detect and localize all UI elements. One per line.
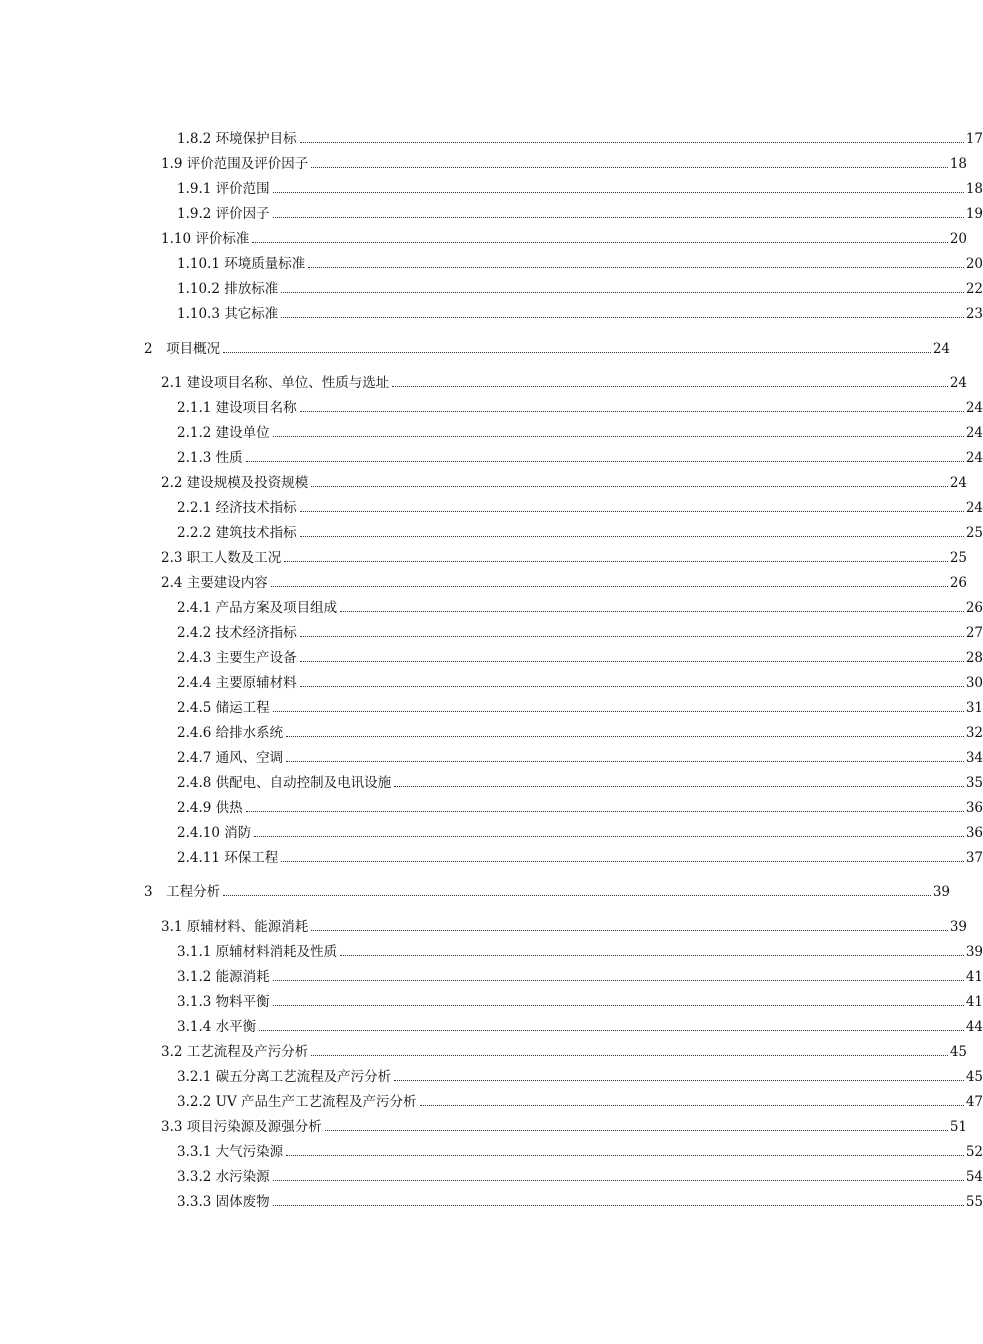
toc-page-number: 31 [965, 700, 983, 716]
dot-leader [311, 1055, 948, 1056]
dot-leader [273, 1005, 964, 1006]
toc-page-number: 27 [965, 625, 983, 641]
toc-entry-label: 2.1.1 建设项目名称 [177, 400, 297, 416]
toc-entry-label: 1.10.3 其它标准 [177, 306, 279, 322]
toc-entry[interactable] [0, 252, 983, 272]
toc-entry-label: 2.4.7 通风、空调 [177, 750, 284, 766]
toc-entry-label: 1.8.2 环境保护目标 [177, 131, 297, 147]
dot-leader [340, 955, 964, 956]
dot-leader [273, 436, 964, 437]
dot-leader [273, 192, 964, 193]
toc-entry-label: 1.9.1 评价范围 [177, 181, 270, 197]
dot-leader [392, 386, 948, 387]
toc-entry[interactable] [0, 621, 983, 641]
toc-entry[interactable] [0, 302, 983, 322]
toc-chapter-entry[interactable] [0, 337, 950, 357]
toc-entry[interactable] [0, 721, 983, 741]
toc-page-number: 44 [965, 1019, 983, 1035]
dot-leader [420, 1105, 964, 1106]
toc-entry-label: 3.2 工艺流程及产污分析 [161, 1044, 309, 1060]
toc-page-number: 24 [932, 341, 950, 357]
toc-entry-label: 1.9.2 评价因子 [177, 206, 270, 222]
toc-page-number: 45 [965, 1069, 983, 1085]
toc-entry-label: 3.1.1 原辅材料消耗及性质 [177, 944, 338, 960]
toc-entry[interactable] [0, 546, 967, 566]
dot-leader [223, 895, 931, 896]
toc-page-number: 19 [965, 206, 983, 222]
toc-entry[interactable] [0, 127, 983, 147]
toc-page-number: 51 [949, 1119, 967, 1135]
toc-entry[interactable] [0, 1140, 983, 1160]
dot-leader [300, 536, 964, 537]
dot-leader [325, 1130, 948, 1131]
toc-entry-label: 2.4 主要建设内容 [161, 575, 268, 591]
toc-page-number: 24 [965, 400, 983, 416]
toc-entry-label: 3.3 项目污染源及源强分析 [161, 1119, 322, 1135]
toc-entry-label: 2.4.5 储运工程 [177, 700, 270, 716]
toc-entry[interactable] [0, 596, 983, 616]
dot-leader [259, 1030, 964, 1031]
toc-entry-label: 3.1.2 能源消耗 [177, 969, 270, 985]
toc-entry[interactable] [0, 746, 983, 766]
toc-page-number: 41 [965, 994, 983, 1010]
toc-entry-label: 3.1 原辅材料、能源消耗 [161, 919, 309, 935]
toc-entry[interactable] [0, 846, 983, 866]
toc-entry[interactable] [0, 152, 967, 172]
toc-page-number: 18 [949, 156, 967, 172]
toc-entry-label: 3.3.3 固体废物 [177, 1194, 270, 1210]
toc-entry-label: 2.2.1 经济技术指标 [177, 500, 297, 516]
toc-entry-label: 2.4.6 给排水系统 [177, 725, 284, 741]
toc-entry-label: 2.4.3 主要生产设备 [177, 650, 297, 666]
toc-page-number: 34 [965, 750, 983, 766]
toc-entry-label: 1.10.2 排放标准 [177, 281, 279, 297]
toc-entry-label: 3.1.3 物料平衡 [177, 994, 270, 1010]
dot-leader [300, 661, 964, 662]
dot-leader [286, 736, 964, 737]
toc-page-number: 36 [965, 800, 983, 816]
toc-page-number: 52 [965, 1144, 983, 1160]
dot-leader [340, 611, 964, 612]
dot-leader [300, 686, 964, 687]
toc-entry[interactable] [0, 227, 967, 247]
toc-entry-label: 2.1 建设项目名称、单位、性质与选址 [161, 375, 390, 391]
toc-entry[interactable] [0, 771, 983, 791]
toc-entry[interactable] [0, 471, 967, 491]
toc-page-number: 30 [965, 675, 983, 691]
toc-entry[interactable] [0, 421, 983, 441]
toc-entry[interactable] [0, 571, 967, 591]
dot-leader [281, 317, 964, 318]
dot-leader [273, 1205, 964, 1206]
toc-page-number: 20 [965, 256, 983, 272]
toc-entry-label: 3.3.1 大气污染源 [177, 1144, 284, 1160]
dot-leader [394, 1080, 964, 1081]
toc-entry-label: 2.1.2 建设单位 [177, 425, 270, 441]
toc-entry-label: 3.2.2 UV 产品生产工艺流程及产污分析 [177, 1094, 417, 1110]
dot-leader [252, 242, 947, 243]
toc-entry-label: 3.3.2 水污染源 [177, 1169, 270, 1185]
dot-leader [223, 352, 931, 353]
toc-page-number: 25 [949, 550, 967, 566]
toc-entry-label: 3.2.1 碳五分离工艺流程及产污分析 [177, 1069, 392, 1085]
dot-leader [311, 486, 948, 487]
toc-entry-label: 2.3 职工人数及工况 [161, 550, 282, 566]
toc-entry[interactable] [0, 202, 983, 222]
toc-entry-label: 2.4.9 供热 [177, 800, 243, 816]
toc-entry-label: 2.4.8 供配电、自动控制及电讯设施 [177, 775, 392, 791]
toc-entry-label: 1.10.1 环境质量标准 [177, 256, 306, 272]
toc-page-number: 39 [949, 919, 967, 935]
dot-leader [273, 1180, 964, 1181]
toc-entry-label: 2.4.11 环保工程 [177, 850, 279, 866]
dot-leader [286, 1155, 964, 1156]
toc-entry-label: 2.4.4 主要原辅材料 [177, 675, 297, 691]
toc-entry[interactable] [0, 1165, 983, 1185]
toc-entry-label: 3 工程分析 [144, 884, 221, 900]
toc-entry[interactable] [0, 821, 983, 841]
toc-entry[interactable] [0, 990, 983, 1010]
toc-chapter-entry[interactable] [0, 880, 950, 900]
dot-leader [246, 811, 964, 812]
toc-entry[interactable] [0, 496, 983, 516]
dot-leader [273, 711, 964, 712]
dot-leader [308, 267, 964, 268]
toc-entry[interactable] [0, 396, 983, 416]
toc-entry-label: 2.1.3 性质 [177, 450, 243, 466]
dot-leader [273, 217, 964, 218]
toc-entry-label: 2.4.10 消防 [177, 825, 252, 841]
toc-entry[interactable] [0, 1015, 983, 1035]
dot-leader [271, 586, 948, 587]
toc-page-number: 24 [965, 450, 983, 466]
toc-page-number: 24 [949, 475, 967, 491]
dot-leader [300, 142, 964, 143]
toc-page-number: 24 [965, 425, 983, 441]
toc-entry[interactable] [0, 1115, 967, 1135]
toc-page-number: 26 [949, 575, 967, 591]
toc-page-number: 39 [965, 944, 983, 960]
toc-page-number: 23 [965, 306, 983, 322]
toc-entry-label: 3.1.4 水平衡 [177, 1019, 257, 1035]
toc-entry[interactable] [0, 177, 983, 197]
toc-page-number: 20 [949, 231, 967, 247]
toc-page-number: 39 [932, 884, 950, 900]
dot-leader [246, 461, 964, 462]
dot-leader [281, 861, 964, 862]
toc-entry[interactable] [0, 1040, 967, 1060]
toc-page-number: 32 [965, 725, 983, 741]
toc-entry[interactable] [0, 940, 983, 960]
toc-page-number: 28 [965, 650, 983, 666]
toc-entry[interactable] [0, 696, 983, 716]
dot-leader [284, 561, 948, 562]
toc-entry[interactable] [0, 371, 967, 391]
toc-page-number: 17 [965, 131, 983, 147]
toc-entry[interactable] [0, 1190, 983, 1210]
toc-entry[interactable] [0, 646, 983, 666]
toc-page-number: 45 [949, 1044, 967, 1060]
toc-entry[interactable] [0, 277, 983, 297]
dot-leader [300, 411, 964, 412]
dot-leader [300, 511, 964, 512]
toc-entry[interactable] [0, 671, 983, 691]
toc-entry[interactable] [0, 1065, 983, 1085]
toc-page-number: 22 [965, 281, 983, 297]
dot-leader [286, 761, 964, 762]
toc-entry-label: 2.2.2 建筑技术指标 [177, 525, 297, 541]
toc-entry-label: 2.2 建设规模及投资规模 [161, 475, 309, 491]
toc-entry-label: 1.10 评价标准 [161, 231, 250, 247]
toc-entry[interactable] [0, 796, 983, 816]
toc-page-number: 25 [965, 525, 983, 541]
toc-page-number: 24 [965, 500, 983, 516]
toc-page-number: 35 [965, 775, 983, 791]
toc-page-number: 18 [965, 181, 983, 197]
toc-entry-label: 2 项目概况 [144, 341, 221, 357]
toc-page-number: 47 [965, 1094, 983, 1110]
toc-entry[interactable] [0, 1090, 983, 1110]
dot-leader [300, 636, 964, 637]
toc-page-number: 26 [965, 600, 983, 616]
dot-leader [311, 930, 948, 931]
dot-leader [273, 980, 964, 981]
dot-leader [311, 167, 948, 168]
toc-entry-label: 1.9 评价范围及评价因子 [161, 156, 309, 172]
toc-page-number: 55 [965, 1194, 983, 1210]
toc-entry-label: 2.4.1 产品方案及项目组成 [177, 600, 338, 616]
toc-entry[interactable] [0, 446, 983, 466]
toc-page-number: 54 [965, 1169, 983, 1185]
toc-page-number: 24 [949, 375, 967, 391]
dot-leader [254, 836, 964, 837]
dot-leader [281, 292, 964, 293]
dot-leader [394, 786, 964, 787]
toc-page-number: 36 [965, 825, 983, 841]
toc-entry[interactable] [0, 965, 983, 985]
toc-entry[interactable] [0, 915, 967, 935]
toc-entry[interactable] [0, 521, 983, 541]
toc-entry-label: 2.4.2 技术经济指标 [177, 625, 297, 641]
toc-page-number: 37 [965, 850, 983, 866]
toc-page-number: 41 [965, 969, 983, 985]
